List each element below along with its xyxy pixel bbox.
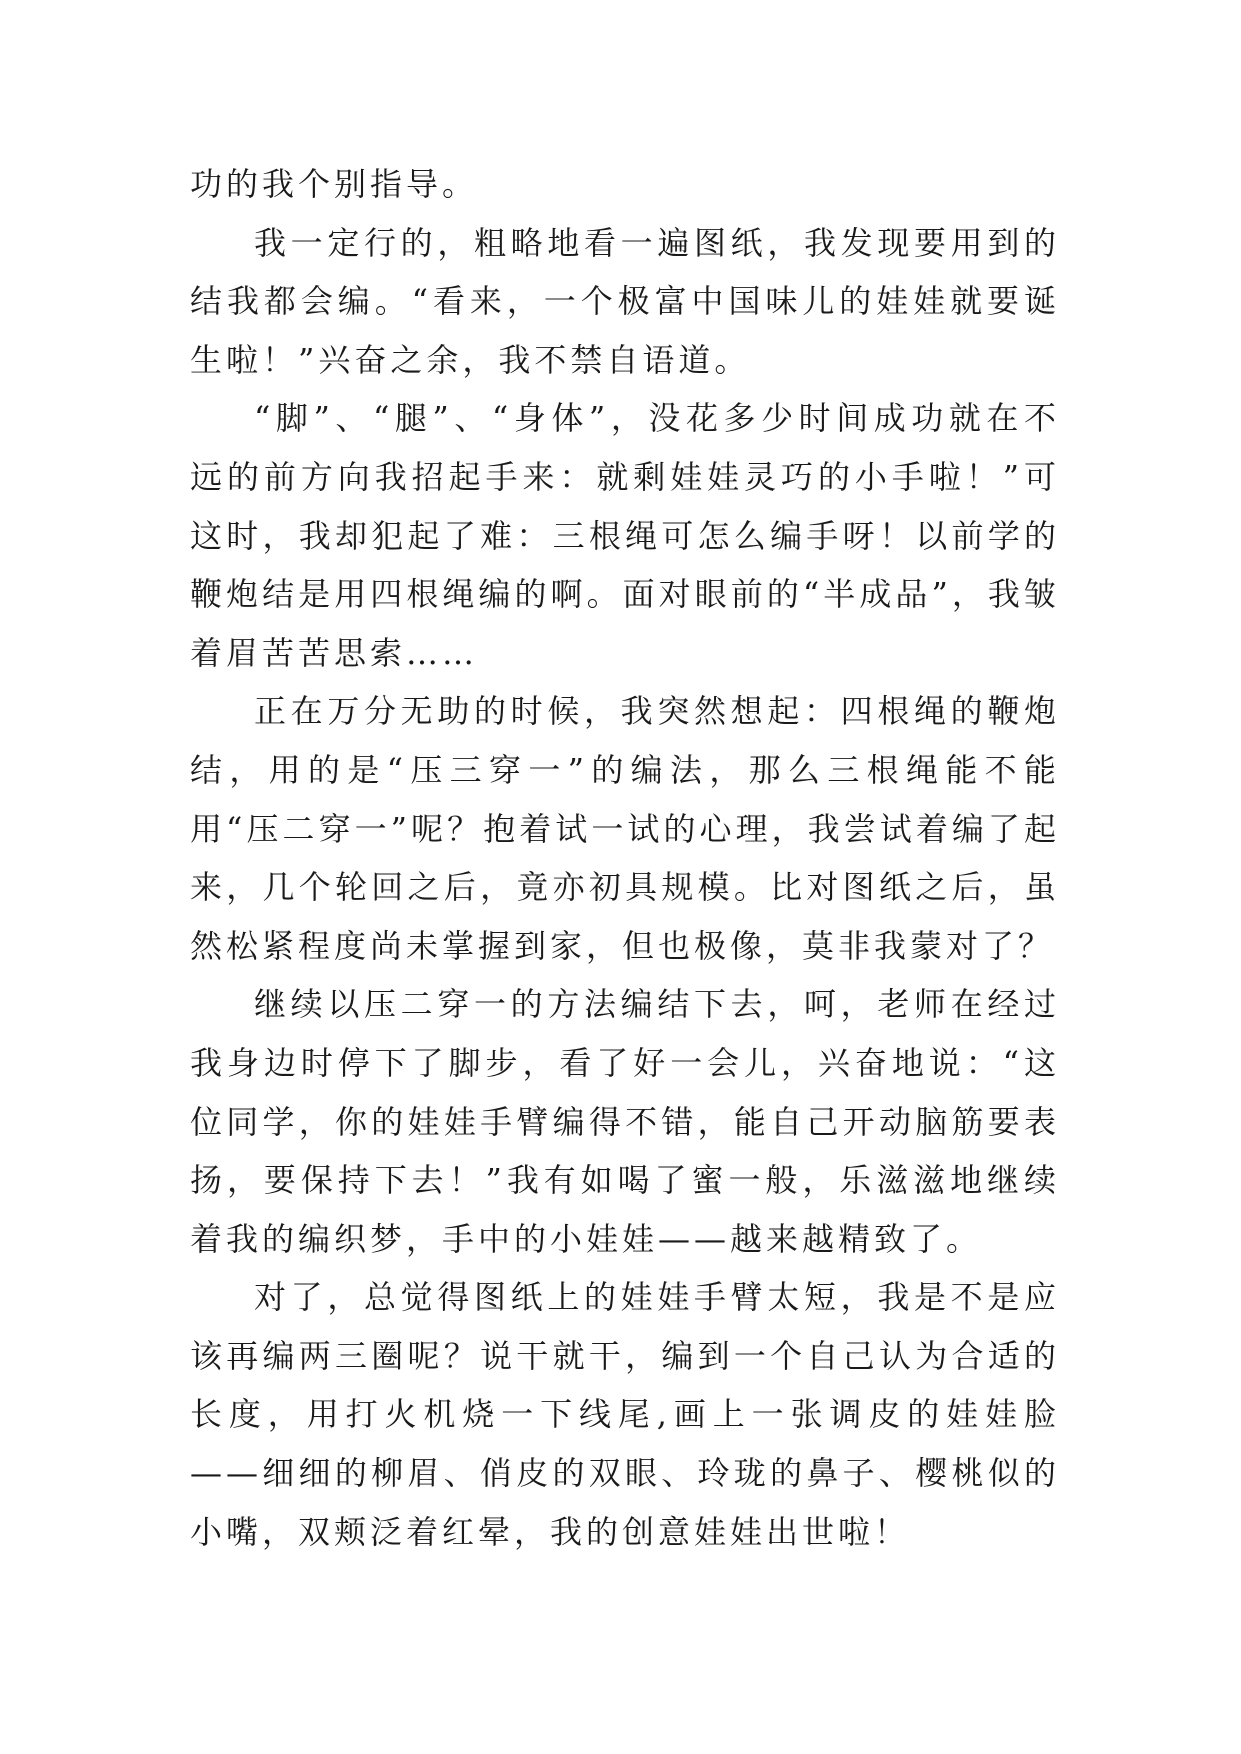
paragraph-3: “脚”、“腿”、“身体”，没花多少时间成功就在不远的前方向我招起手来：就剩娃娃灵巧的小手啦！”可这时，我却犯起了难：三根绳可怎么编手呀！以前学的鞭炮结是用四根绳编的啊。面对眼前的“半成品”，我皱着眉苦苦思索……: [190, 399, 1060, 672]
paragraph-5: 继续以压二穿一的方法编结下去，呵，老师在经过我身边时停下了脚步，看了好一会儿，兴奋地说：“这位同学，你的娃娃手臂编得不错，能自己开动脑筋要表扬，要保持下去！”我有如喝了蜜一般，乐滋滋地继续着我的编织梦，手中的小娃娃——越来越精致了。: [190, 985, 1060, 1258]
paragraph-6: 对了，总觉得图纸上的娃娃手臂太短，我是不是应该再编两三圈呢？说干就干，编到一个自己认为合适的长度，用打火机烧一下线尾,画上一张调皮的娃娃脸——细细的柳眉、俏皮的双眼、玲珑的鼻子、樱桃似的小嘴，双颊泛着红晕，我的创意娃娃出世啦！: [190, 1278, 1060, 1551]
paragraph-1: 功的我个别指导。: [190, 165, 479, 203]
paragraph-4: 正在万分无助的时候，我突然想起：四根绳的鞭炮结，用的是“压三穿一”的编法，那么三根绳能不能用“压二穿一”呢？抱着试一试的心理，我尝试着编了起来，几个轮回之后，竟亦初具规模。比对图纸之后，虽然松紧程度尚未掌握到家，但也极像，莫非我蒙对了？: [190, 692, 1060, 965]
paragraph-2: 我一定行的，粗略地看一遍图纸，我发现要用到的结我都会编。“看来，一个极富中国味儿的娃娃就要诞生啦！”兴奋之余，我不禁自语道。: [190, 223, 1060, 379]
document-body: [190, 155, 1060, 1561]
